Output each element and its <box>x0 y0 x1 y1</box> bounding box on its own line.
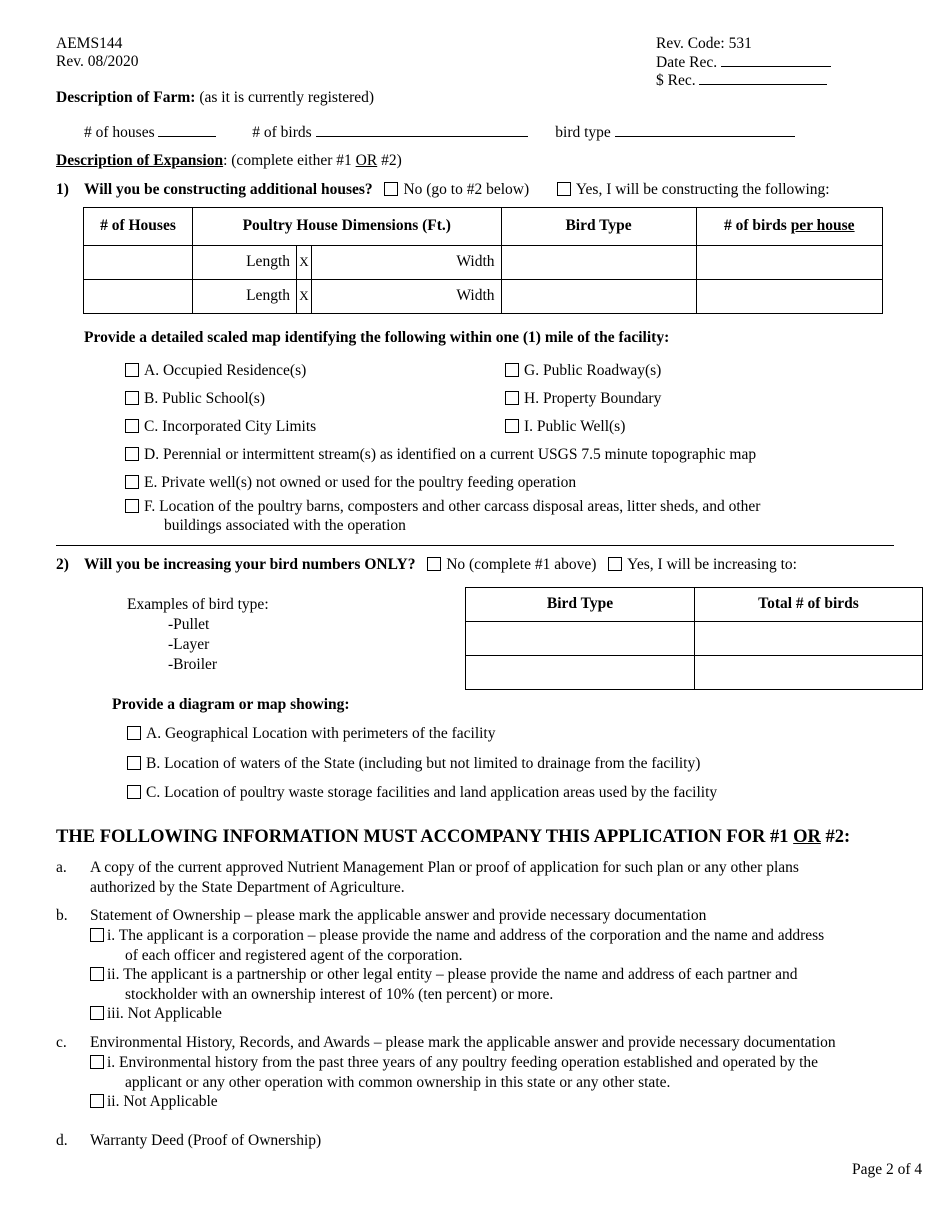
birds-per-house-cell[interactable] <box>696 280 882 314</box>
q1-number: 1) <box>56 181 69 198</box>
checkbox[interactable] <box>125 391 139 405</box>
table-row <box>84 246 883 280</box>
diagram-item-b-label: B. Location of waters of the State (including but not limited to drainage from the facility) <box>146 755 701 772</box>
col-total-birds: Total # of birds <box>695 588 923 622</box>
map-item-f[interactable] <box>125 497 760 517</box>
length-cell[interactable] <box>193 280 297 314</box>
q2-no-checkbox[interactable] <box>427 557 441 571</box>
expansion-note-post: #2) <box>377 152 402 169</box>
checkbox[interactable] <box>90 967 104 981</box>
bird-increase-table-header <box>466 588 923 622</box>
checkbox[interactable] <box>90 1094 104 1108</box>
farm-description-heading <box>56 88 374 108</box>
checkbox[interactable] <box>505 419 519 433</box>
diagram-item-a[interactable] <box>127 724 495 744</box>
req-b-ii[interactable] <box>90 965 798 985</box>
date-received-label: Date Rec. <box>656 54 718 71</box>
req-c-letter: c. <box>56 1034 67 1051</box>
map-item-b[interactable] <box>125 389 265 409</box>
bird-type-field[interactable] <box>615 122 795 137</box>
q1-question: Will you be constructing additional houses? <box>84 181 373 198</box>
width-cell[interactable] <box>312 280 502 314</box>
width-cell[interactable] <box>312 246 502 280</box>
checkbox[interactable] <box>127 726 141 740</box>
map-item-g-label: G. Public Roadway(s) <box>524 362 662 379</box>
checkbox[interactable] <box>505 363 519 377</box>
q2-question: Will you be increasing your bird numbers ONLY? <box>84 556 416 573</box>
map-item-c[interactable] <box>125 417 316 437</box>
req-a-line2: authorized by the State Department of Agriculture. <box>90 879 405 896</box>
checkbox[interactable] <box>90 1006 104 1020</box>
map-item-a-label: A. Occupied Residence(s) <box>144 362 307 379</box>
req-c-ii[interactable] <box>90 1092 218 1112</box>
checkbox[interactable] <box>127 756 141 770</box>
map-item-d-label: D. Perennial or intermittent stream(s) as identified on a current USGS 7.5 minute topographic map <box>144 446 757 463</box>
req-d-text: Warranty Deed (Proof of Ownership) <box>90 1132 322 1149</box>
req-b-i[interactable] <box>90 926 824 946</box>
construction-table <box>83 207 883 314</box>
construction-table-header <box>84 208 883 246</box>
page-number: Page 2 of 4 <box>852 1161 923 1178</box>
width-label: Width <box>456 253 495 271</box>
req-b-i-cont: of each officer and registered agent of the corporation. <box>125 947 463 964</box>
q1-no-label: No (go to #2 below) <box>403 181 530 198</box>
birds-per-house-cell[interactable] <box>696 246 882 280</box>
req-b-letter: b. <box>56 907 68 924</box>
houses-label: # of houses <box>84 124 155 141</box>
checkbox[interactable] <box>125 363 139 377</box>
length-cell[interactable] <box>193 246 297 280</box>
map-item-h[interactable] <box>505 389 661 409</box>
requirements-heading <box>56 825 850 849</box>
amount-received-label: $ Rec. <box>656 72 696 89</box>
requirements-heading-or: OR <box>793 827 821 847</box>
total-birds-cell[interactable] <box>695 622 923 656</box>
example-item: -Broiler <box>168 656 218 674</box>
req-c-ii-label: ii. Not Applicable <box>107 1093 218 1110</box>
checkbox[interactable] <box>125 499 139 513</box>
col-bird-type: Bird Type <box>501 208 696 246</box>
bird-type-cell[interactable] <box>466 656 695 690</box>
checkbox[interactable] <box>127 785 141 799</box>
amount-received <box>656 70 827 91</box>
farm-description-title: Description of Farm: <box>56 89 196 106</box>
map-instructions: Provide a detailed scaled map identifying the following within one (1) mile of the facility: <box>84 329 670 346</box>
q2-no-label: No (complete #1 above) <box>446 556 597 573</box>
bird-type-cell[interactable] <box>466 622 695 656</box>
map-item-i[interactable] <box>505 417 625 437</box>
form-id: AEMS144 <box>56 35 123 52</box>
bird-increase-table <box>465 587 923 690</box>
map-item-f-label-cont: buildings associated with the operation <box>164 517 406 534</box>
req-c-text: Environmental History, Records, and Awards – please mark the applicable answer and provide necessary documentation <box>90 1034 836 1051</box>
checkbox[interactable] <box>125 447 139 461</box>
col-birds-per-house <box>696 208 882 246</box>
x-cell: X <box>297 280 312 314</box>
col-dimensions: Poultry House Dimensions (Ft.) <box>193 208 502 246</box>
req-c-i[interactable] <box>90 1053 818 1073</box>
farm-fields <box>84 122 795 143</box>
bird-type-label: bird type <box>555 124 611 141</box>
req-c-i-cont: applicant or any other operation with common ownership in this state or any other state. <box>125 1074 671 1091</box>
example-item: -Layer <box>168 636 210 654</box>
req-a-letter: a. <box>56 859 67 876</box>
map-item-a[interactable] <box>125 361 306 381</box>
table-row <box>84 280 883 314</box>
examples-title: Examples of bird type: <box>127 596 269 613</box>
checkbox[interactable] <box>90 1055 104 1069</box>
table-row <box>466 656 923 690</box>
table-row <box>466 622 923 656</box>
map-item-e-label: E. Private well(s) not owned or used for the poultry feeding operation <box>144 474 577 491</box>
req-c-i-label: i. Environmental history from the past three years of any poultry feeding operation established and operated by the <box>107 1054 819 1071</box>
length-label: Length <box>246 253 290 271</box>
houses-cell[interactable] <box>84 280 193 314</box>
section-divider <box>56 545 894 546</box>
map-item-c-label: C. Incorporated City Limits <box>144 418 317 435</box>
col-per-house: per house <box>790 217 855 235</box>
q1-yes-label: Yes, I will be constructing the following: <box>575 181 830 198</box>
birds-field[interactable] <box>316 122 528 137</box>
birds-label: # of birds <box>252 124 312 141</box>
diagram-item-c-label: C. Location of poultry waste storage facilities and land application areas used by the facility <box>146 784 718 801</box>
requirements-heading-pre: THE FOLLOWING INFORMATION MUST ACCOMPANY THIS APPLICATION FOR #1 <box>56 827 794 847</box>
req-d-letter: d. <box>56 1132 68 1149</box>
req-b-iii[interactable] <box>90 1004 222 1024</box>
req-b-iii-label: iii. Not Applicable <box>107 1005 222 1022</box>
req-b-ii-cont: stockholder with an ownership interest of 10% (ten percent) or more. <box>125 986 554 1003</box>
map-item-i-label: I. Public Well(s) <box>524 418 626 435</box>
diagram-instructions: Provide a diagram or map showing: <box>112 696 350 713</box>
x-cell: X <box>297 246 312 280</box>
houses-field[interactable] <box>158 122 216 137</box>
rev-code: Rev. Code: 531 <box>656 35 752 52</box>
requirements-heading-post: #2: <box>820 827 851 847</box>
q1-no-checkbox[interactable] <box>384 182 398 196</box>
checkbox[interactable] <box>505 391 519 405</box>
map-item-g[interactable] <box>505 361 661 381</box>
checkbox[interactable] <box>125 419 139 433</box>
bird-type-cell[interactable] <box>501 246 696 280</box>
farm-description-note: (as it is currently registered) <box>199 89 375 106</box>
width-label: Width <box>456 287 495 305</box>
col-houses: # of Houses <box>84 208 193 246</box>
q2-row <box>84 555 797 575</box>
form-revision: Rev. 08/2020 <box>56 53 139 70</box>
diagram-item-b[interactable] <box>127 754 700 774</box>
bird-type-examples <box>127 595 269 676</box>
q2-yes-label: Yes, I will be increasing to: <box>627 556 797 573</box>
expansion-note-or: OR <box>355 152 378 169</box>
checkbox[interactable] <box>90 928 104 942</box>
total-birds-cell[interactable] <box>695 656 923 690</box>
col-bird-type: Bird Type <box>466 588 695 622</box>
col-birds-label: # of birds <box>723 217 791 235</box>
checkbox[interactable] <box>125 475 139 489</box>
length-label: Length <box>246 287 290 305</box>
houses-cell[interactable] <box>84 246 193 280</box>
expansion-heading <box>56 151 402 171</box>
req-a-line1: A copy of the current approved Nutrient Management Plan or proof of application for such plan or any other plans <box>90 859 799 876</box>
amount-received-field[interactable] <box>699 70 827 85</box>
map-item-b-label: B. Public School(s) <box>144 390 265 407</box>
q2-number: 2) <box>56 556 69 573</box>
map-item-h-label: H. Property Boundary <box>524 390 662 407</box>
expansion-note-pre: : (complete either #1 <box>223 152 356 169</box>
req-b-text: Statement of Ownership – please mark the applicable answer and provide necessary documentation <box>90 907 707 924</box>
expansion-title: Description of Expansion <box>56 152 224 169</box>
req-b-ii-label: ii. The applicant is a partnership or other legal entity – please provide the name and address of each partner and <box>107 966 798 983</box>
bird-type-cell[interactable] <box>501 280 696 314</box>
req-b-i-label: i. The applicant is a corporation – please provide the name and address of the corporation and the name and address <box>107 927 825 944</box>
map-item-f-label: F. Location of the poultry barns, composters and other carcass disposal areas, litter sheds, and other <box>144 498 761 515</box>
q1-row <box>84 180 830 200</box>
diagram-item-a-label: A. Geographical Location with perimeters of the facility <box>146 725 496 742</box>
date-received-field[interactable] <box>721 52 831 67</box>
example-item: -Pullet <box>168 616 210 634</box>
map-item-e[interactable] <box>125 473 576 493</box>
q1-yes-checkbox[interactable] <box>557 182 571 196</box>
diagram-item-c[interactable] <box>127 783 717 803</box>
map-item-d[interactable] <box>125 445 756 465</box>
q2-yes-checkbox[interactable] <box>608 557 622 571</box>
